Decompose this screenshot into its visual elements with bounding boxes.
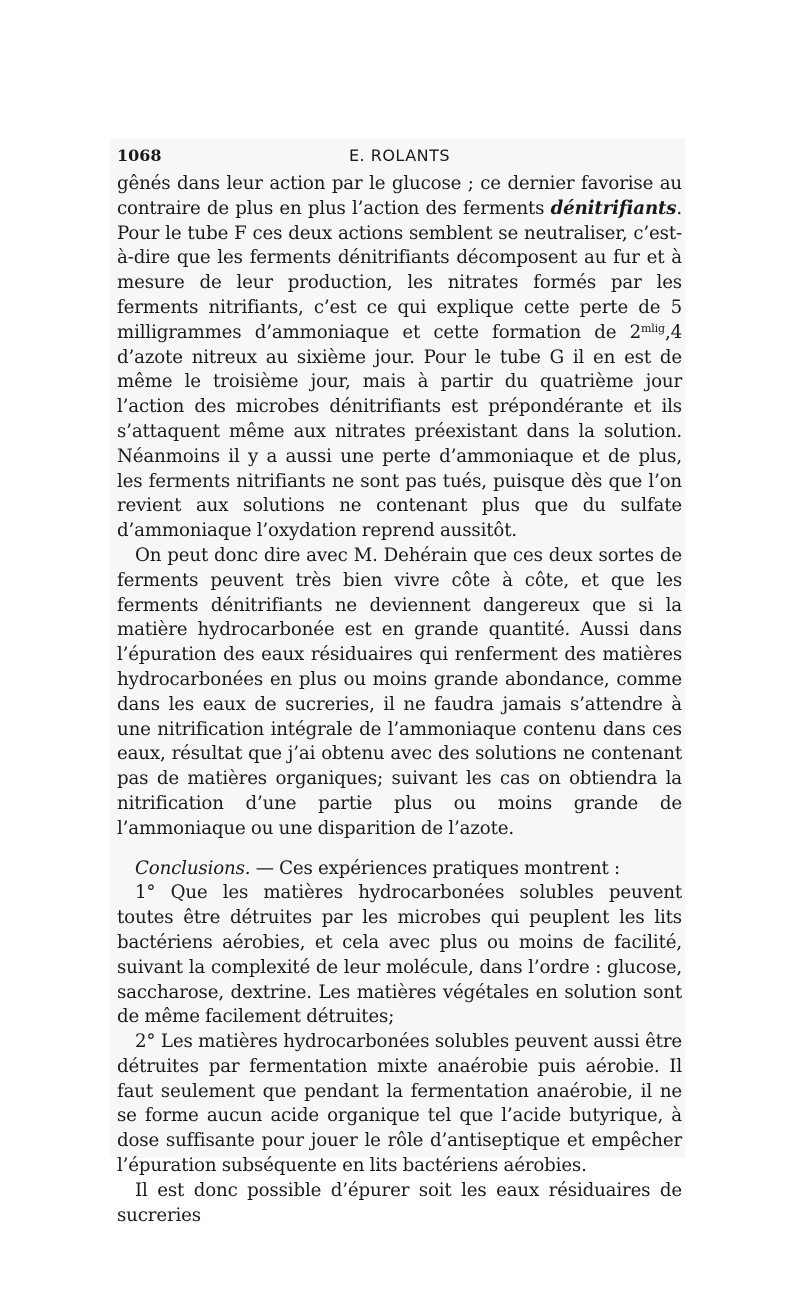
page-number: 1068 — [117, 146, 162, 165]
conclusion-item-2: 2° Les matières hydrocarbonées solubles peuvent aussi être détruites par fermentation mixte anaérobie puis aérobie. Il faut seulement que pendant la fermentation anaérobie, il ne se forme aucun acide organique tel que l’acide butyrique, à dose suffisante pour jouer le rôle d’antiseptique et empêcher l’épuration subséquente en lits bactériens aérobies. — [117, 1031, 682, 1177]
running-head — [117, 146, 682, 170]
unit-superscript: mlig — [641, 321, 665, 335]
running-title: E. ROLANTS — [348, 146, 451, 165]
text-run: ,4 d’azote nitreux au sixième jour. Pour le tube G il en est de même le troisième jour, mais à partir du quatrième jour l’action des microbes dénitrifiants est prépondérante et ils s’attaquent même aux nitrates préexistant dans la solution. Néanmoins il y a aussi une perte d’ammoniaque et de plus, les ferments nitrifiants ne sont pas tués, puisque dès que l’on revient aux solutions ne contenant plus que du sulfate d’ammoniaque l’oxydation reprend aussitôt. — [117, 321, 682, 542]
emphasis-denitrifiants: dénitrifiants — [550, 197, 677, 219]
conclusions-heading-line — [117, 857, 682, 882]
paragraph-deherain: On peut donc dire avec M. Dehérain que ces deux sortes de ferments peuvent très bien vivre côte à côte, et que les ferments dénitrifiants ne deviennent dangereux que si la matière hydrocarbonée est en grande quantité. Aussi dans l’épuration des eaux résiduaires qui renferment des matières hydrocarbonées en plus ou moins grande abondance, comme dans les eaux de sucreries, il ne faudra jamais s’attendre à une nitrification intégrale de l’ammoniaque contenu dans ces eaux, résultat que j’ai obtenu avec des solutions ne contenant pas de matières organiques; suivant les cas on obtiendra la nitrification d’une partie plus ou moins grande de l’ammoniaque ou une disparition de l’azote. — [117, 544, 682, 839]
text-run: gênés dans leur action par le glucose ; ce dernier favorise au contraire de plus en plus l’action des ferments — [117, 173, 682, 219]
text-run: — Ces expériences pratiques montrent : — [250, 857, 620, 879]
conclusion-item-1: 1° Que les matières hydrocarbonées solubles peuvent toutes être détruites par les microbes qui peuplent les lits bactériens aérobies, et cela avec plus ou moins de facilité, suivant la complexité de leur molécule, dans l’ordre : glucose, saccharose, dextrine. Les matières végétales en solution sont de même facilement détruites; — [117, 882, 682, 1028]
conclusions-heading: Conclusions. — [135, 857, 251, 879]
body-text — [117, 172, 682, 1228]
text-run: . Pour le tube F ces deux actions semblent se neutraliser, c’est-à-dire que les ferments dénitrifiants décomposent au fur et à mesure de leur production, les nitrates formés par les ferments nitrifiants, c’est ce qui explique cette perte de 5 milligrammes d’ammoniaque et cette formation de 2 — [117, 197, 682, 343]
paragraph-final: Il est donc possible d’épurer soit les eaux résiduaires de sucreries — [117, 1179, 682, 1226]
paragraph-continuation — [117, 172, 682, 544]
